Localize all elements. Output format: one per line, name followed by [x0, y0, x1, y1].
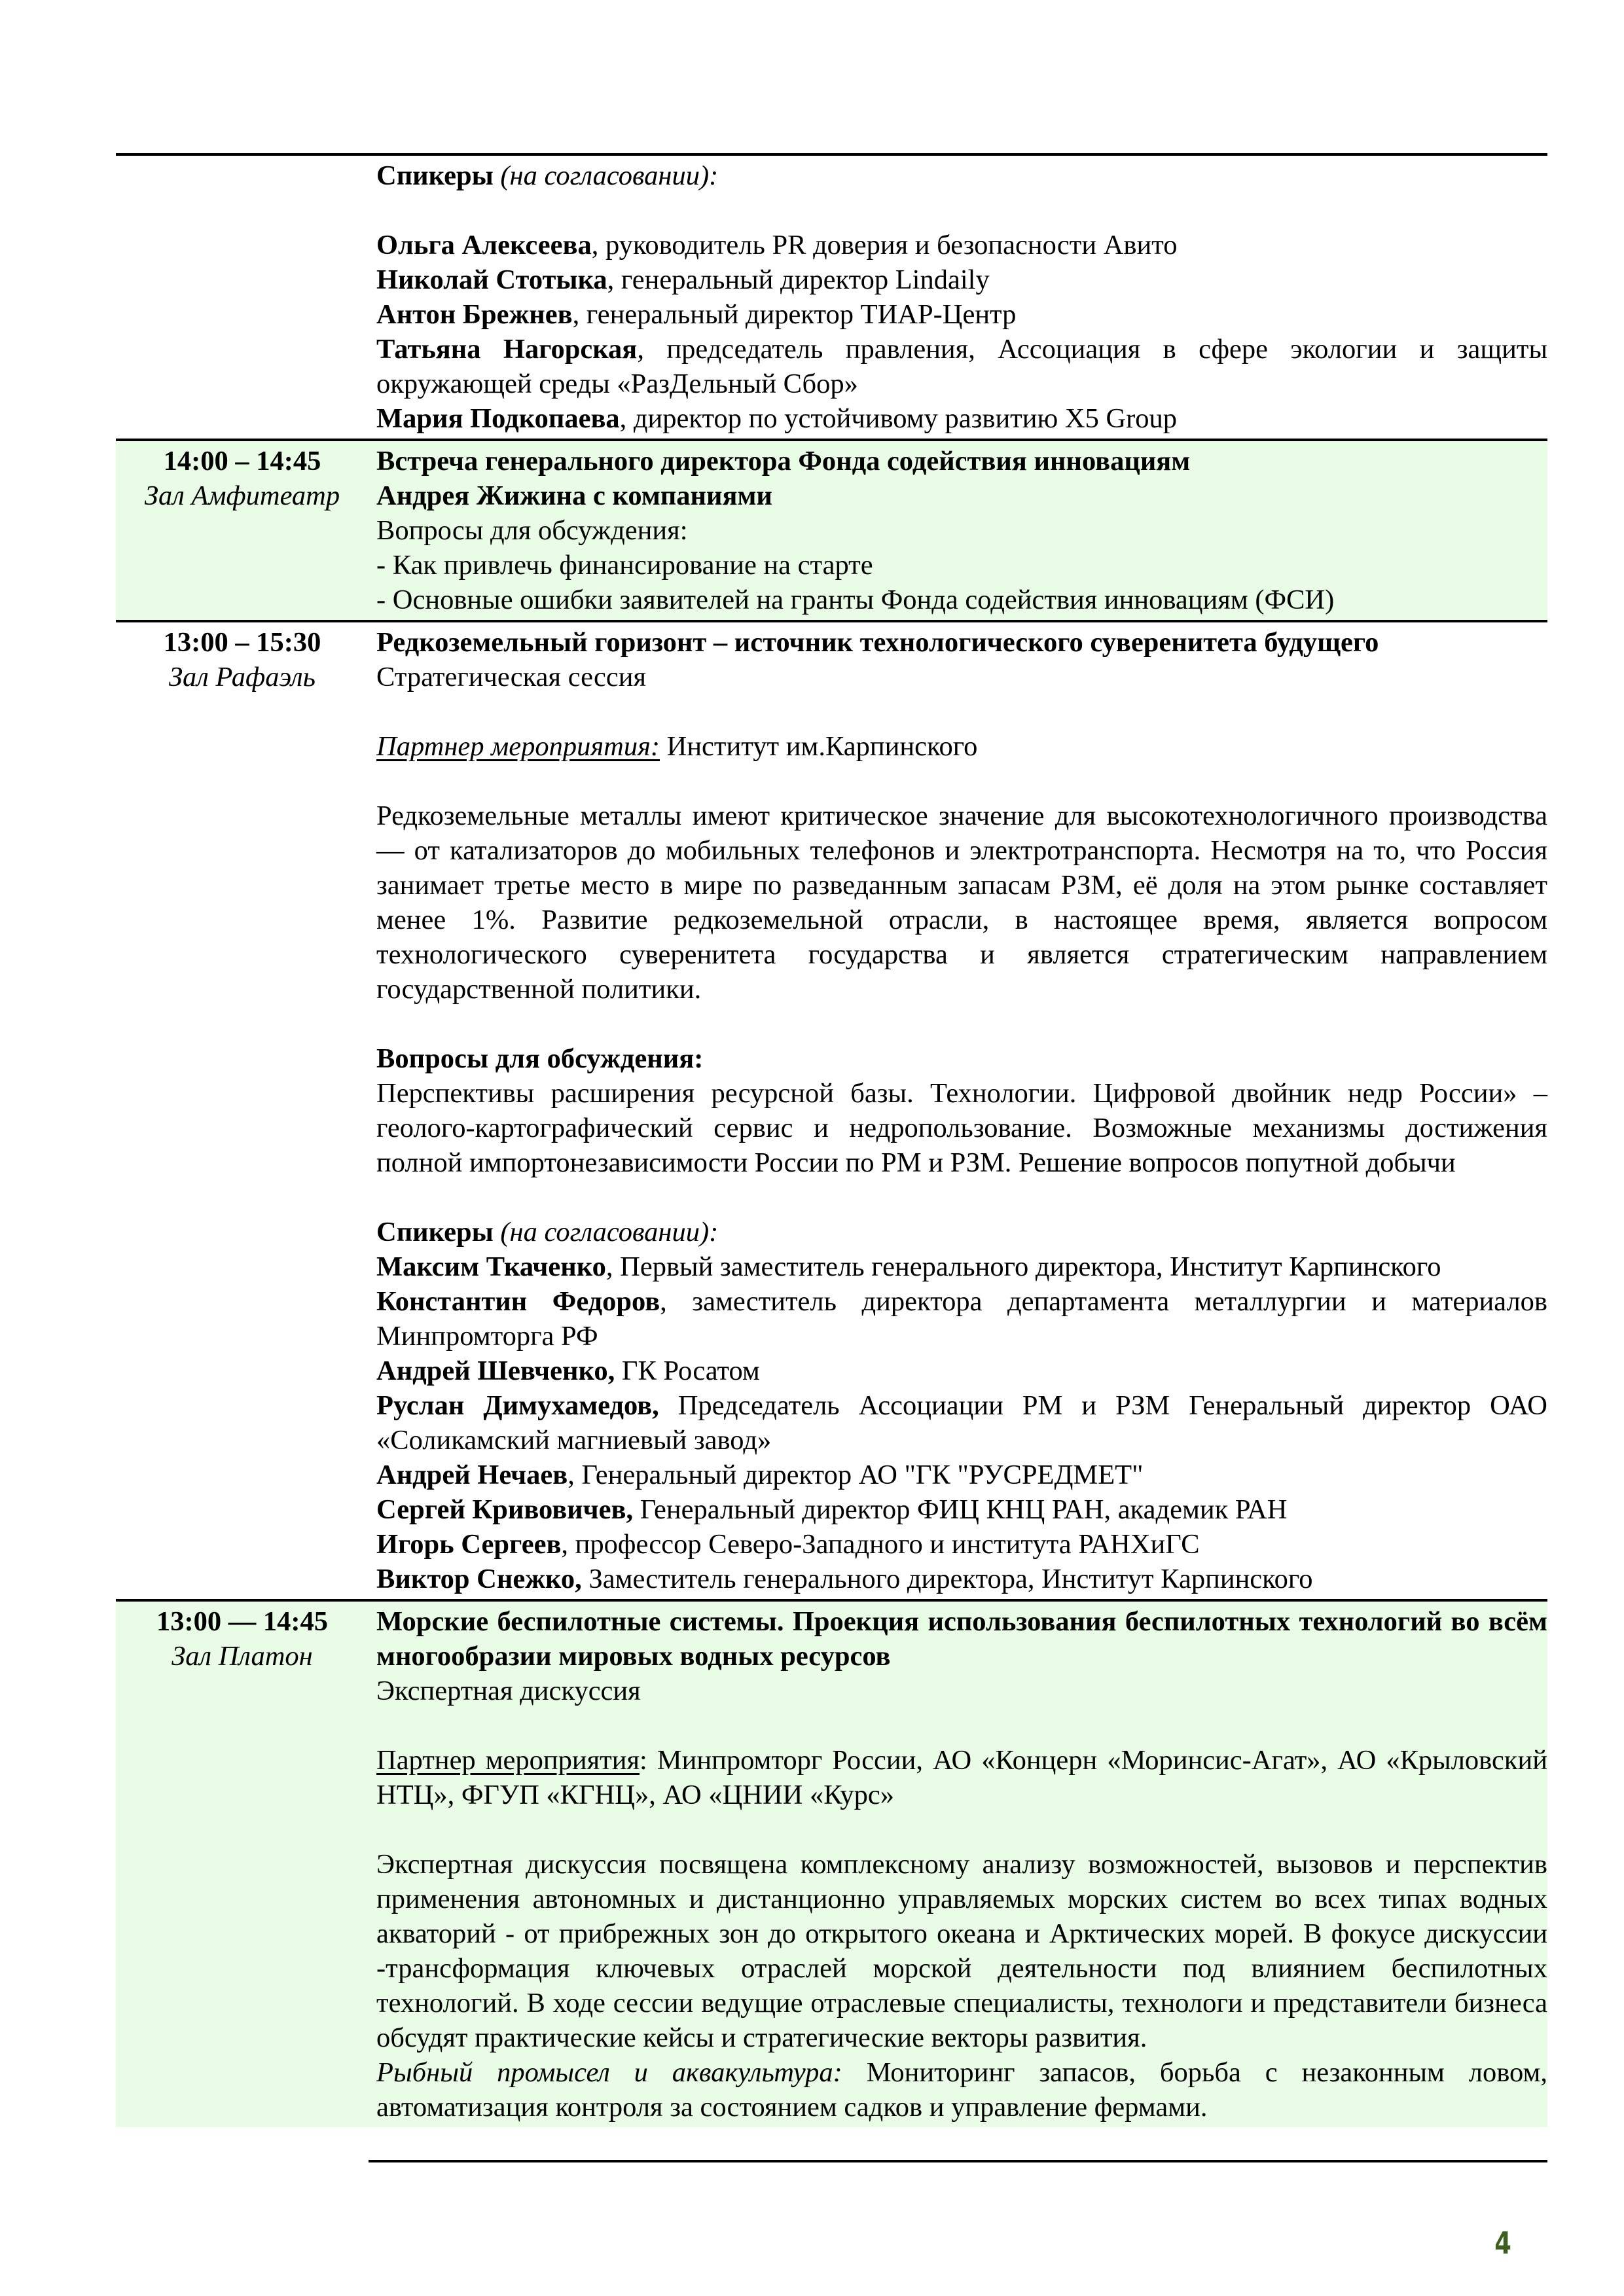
speaker-entry: Андрей Шевченко, ГК Росатом — [376, 1355, 760, 1386]
session-title-cont: Андрея Жижина с компаниями — [376, 480, 772, 511]
table-row-speakers-continued — [116, 154, 1547, 440]
fishery-text: Мониторинг запасов, борьба с незаконным ловом, автоматизация контроля за состоянием садков и управление фермами. — [376, 2057, 1547, 2123]
partner-label: Партнер мероприятия — [376, 1745, 640, 1776]
speaker-entry: Мария Подкопаева, директор по устойчивому развитию X5 Group — [376, 403, 1178, 434]
time-cell — [116, 621, 369, 1600]
partner-name: : Минпромторг России, АО «Концерн «Моринсис-Агат», АО «Крыловский НТЦ», ФГУП «КГНЦ», АО «ЦНИИ «Курс» — [376, 1745, 1547, 1810]
time-cell-empty — [116, 154, 369, 440]
questions-heading: Вопросы для обсуждения: — [376, 1043, 704, 1074]
session-body — [369, 154, 1547, 440]
session-time: 14:00 – 14:45 — [163, 446, 321, 476]
fishery-line — [376, 2055, 1547, 2125]
question-item: - Как привлечь финансирование на старте — [376, 550, 873, 581]
session-title: Морские беспилотные системы. Проекция использования беспилотных технологий во всём многообразии мировых водных ресурсов — [376, 1606, 1547, 1672]
table-row-fsi-meeting — [116, 440, 1547, 621]
speaker-entry: Антон Брежнев, генеральный директор ТИАР-Центр — [376, 299, 1017, 330]
session-hall: Зал Платон — [171, 1641, 313, 1672]
table-row-marine-unmanned — [116, 1600, 1547, 2127]
time-cell — [116, 1600, 369, 2127]
time-cell — [116, 440, 369, 621]
table-bottom-rule — [369, 2160, 1547, 2162]
session-description: Редкоземельные металлы имеют критическое значение для высокотехнологичного производства — от катализаторов до мобильных телефонов и электротранспорта. Несмотря на то, что Россия занимает третье место в мире по разведанным запасам РЗМ, её доля на этом рынке составляет менее 1%. Развитие редкоземельной отрасли, в настоящее время, является вопросом технологического суверенитета государства и является стратегическим направлением государственной политики. — [376, 800, 1547, 1005]
session-title: Встреча генерального директора Фонда содействия инновациям — [376, 446, 1191, 476]
fishery-label: Рыбный промысел и аквакультура: — [376, 2057, 842, 2088]
session-time: 13:00 – 15:30 — [163, 627, 321, 658]
speaker-entry: Ольга Алексеева, руководитель PR доверия и безопасности Авито — [376, 230, 1178, 260]
speaker-entry: Николай Стотыка, генеральный директор Lindaily — [376, 264, 990, 295]
session-body — [369, 621, 1547, 1600]
session-title: Редкоземельный горизонт – источник технологического суверенитета будущего — [376, 627, 1379, 658]
speaker-entry: Максим Ткаченко, Первый заместитель генерального директора, Институт Карпинского — [376, 1251, 1441, 1282]
session-format: Экспертная дискуссия — [376, 1676, 641, 1706]
session-time: 13:00 — 14:45 — [156, 1606, 329, 1637]
question-item: - Основные ошибки заявителей на гранты Фонда содействия инновациям (ФСИ) — [376, 584, 1335, 615]
partner-line — [376, 1743, 1547, 1812]
speaker-entry: Татьяна Нагорская, председатель правления, Ассоциация в сфере экологии и защиты окружающей среды «РазДельный Сбор» — [376, 334, 1547, 399]
speakers-heading: Спикеры (на согласовании): — [376, 160, 719, 191]
session-format: Стратегическая сессия — [376, 662, 647, 692]
partner-label: Партнер мероприятия: — [376, 731, 660, 762]
session-hall: Зал Рафаэль — [168, 662, 316, 692]
program-table — [116, 153, 1547, 2127]
speaker-entry: Константин Федоров, заместитель директора департамента металлургии и материалов Минпромторга РФ — [376, 1286, 1547, 1352]
questions-text: Перспективы расширения ресурсной базы. Технологии. Цифровой двойник недр России» – геолого-картографический сервис и недропользование. Возможные механизмы достижения полной импортонезависимости России по РМ и РЗМ. Решение вопросов попутной добычи — [376, 1078, 1547, 1178]
speaker-entry: Андрей Нечаев, Генеральный директор АО "ГК "РУСРЕДМЕТ" — [376, 1460, 1144, 1490]
speaker-entry: Руслан Димухамедов, Председатель Ассоциации РМ и РЗМ Генеральный директор ОАО «Соликамский магниевый завод» — [376, 1390, 1547, 1456]
questions-heading: Вопросы для обсуждения: — [376, 515, 688, 546]
page-number: 4 — [1494, 2225, 1511, 2261]
session-body — [369, 440, 1547, 621]
session-hall: Зал Амфитеатр — [144, 480, 340, 511]
speaker-entry: Игорь Сергеев, профессор Северо-Западного и института РАНХиГС — [376, 1529, 1200, 1560]
partner-line — [376, 729, 1547, 764]
speakers-heading: Спикеры (на согласовании): — [376, 1217, 719, 1247]
partner-name: Институт им.Карпинского — [660, 731, 978, 762]
table-row-rare-earth — [116, 621, 1547, 1600]
session-description: Экспертная дискуссия посвящена комплексному анализу возможностей, вызовов и перспектив применения автономных и дистанционно управляемых морских систем во всех типах водных акваторий - от прибрежных зон до открытого океана и Арктических морей. В фокусе дискуссии -трансформация ключевых отраслей морской деятельности под влиянием беспилотных технологий. В ходе сессии ведущие отраслевые специалисты, технологи и представители бизнеса обсудят практические кейсы и стратегические векторы развития. — [376, 1849, 1547, 2053]
session-body — [369, 1600, 1547, 2127]
speaker-entry: Виктор Снежко, Заместитель генерального директора, Институт Карпинского — [376, 1564, 1313, 1594]
speaker-entry: Сергей Кривовичев, Генеральный директор ФИЦ КНЦ РАН, академик РАН — [376, 1494, 1288, 1525]
